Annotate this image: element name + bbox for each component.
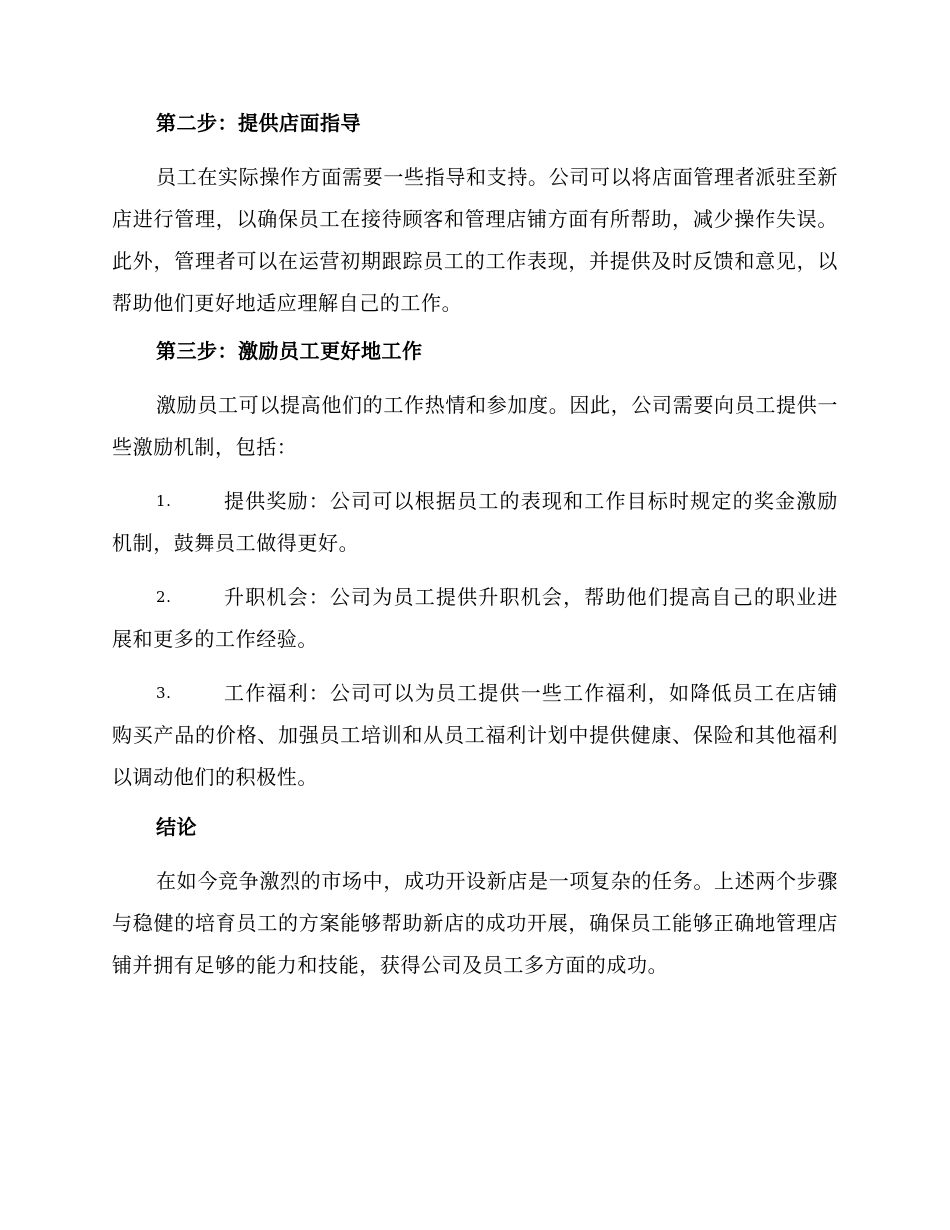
list-item-text: 升职机会：公司为员工提供升职机会，帮助他们提高自己的职业进展和更多的工作经验。 xyxy=(112,585,838,651)
conclusion-paragraph: 在如今竞争激烈的市场中，成功开设新店是一项复杂的任务。上述两个步骤与稳健的培育员工的方案能够帮助新店的成功开展，确保员工能够正确地管理店铺并拥有足够的能力和技能，获得公司及员工多方面的成功。 xyxy=(112,869,838,977)
list-item xyxy=(112,672,838,798)
step3-paragraph: 激励员工可以提高他们的工作热情和参加度。因此，公司需要向员工提供一些激励机制，包括： xyxy=(112,393,838,459)
list-item xyxy=(112,576,838,660)
list-item-number: 1. xyxy=(156,492,172,510)
conclusion-heading: 结论 xyxy=(156,815,197,839)
list-item-text: 工作福利：公司可以为员工提供一些工作福利，如降低员工在店铺购买产品的价格、加强员工培训和从员工福利计划中提供健康、保险和其他福利以调动他们的积极性。 xyxy=(112,681,838,789)
list-item-number: 3. xyxy=(156,684,172,702)
step2-paragraph: 员工在实际操作方面需要一些指导和支持。公司可以将店面管理者派驻至新店进行管理，以确保员工在接待顾客和管理店铺方面有所帮助，减少操作失误。此外，管理者可以在运营初期跟踪员工的工作表现，并提供及时反馈和意见，以帮助他们更好地适应理解自己的工作。 xyxy=(112,165,838,315)
list-item-text: 提供奖励：公司可以根据员工的表现和工作目标时规定的奖金激励机制，鼓舞员工做得更好。 xyxy=(112,489,838,555)
list-item xyxy=(112,480,838,564)
list-item-number: 2. xyxy=(156,588,172,606)
document-content xyxy=(112,108,838,992)
step3-heading: 第三步：激励员工更好地工作 xyxy=(156,339,423,363)
step2-heading: 第二步：提供店面指导 xyxy=(156,111,361,135)
